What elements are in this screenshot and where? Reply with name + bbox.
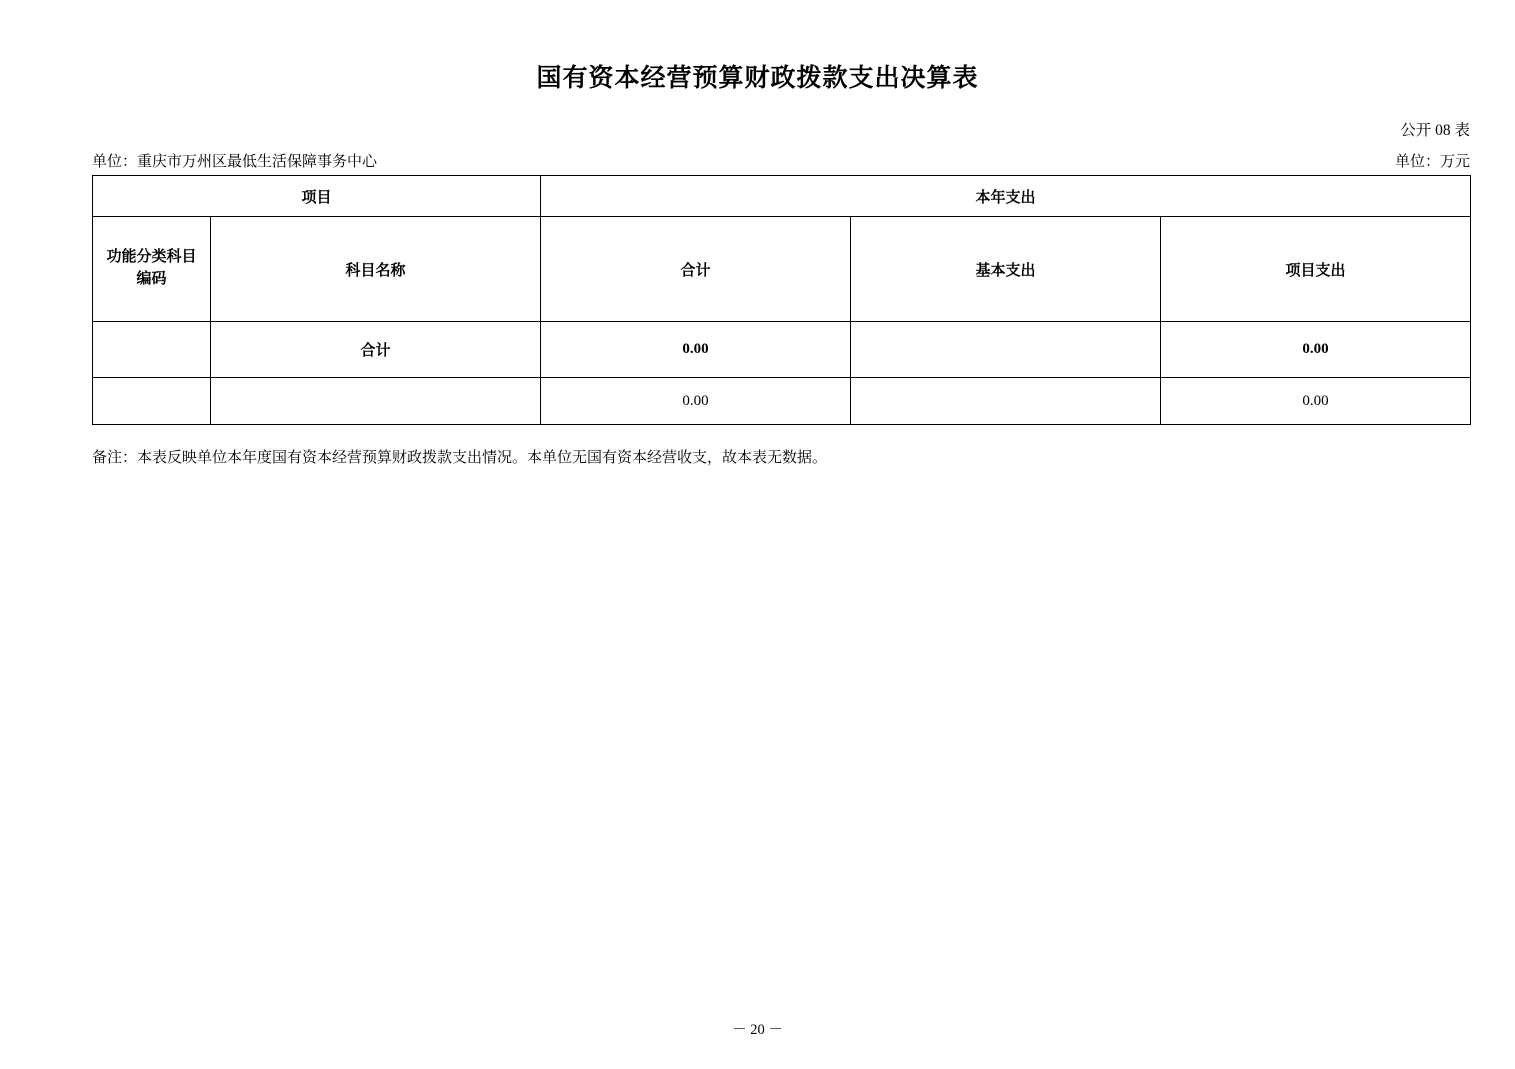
cell-basic-expenditure: [851, 378, 1161, 425]
unit-name-label: 单位：重庆市万州区最低生活保障事务中心: [92, 154, 378, 170]
table-row: [93, 378, 1471, 425]
header-project-expenditure: 项目支出: [1161, 217, 1471, 322]
table-header-row: [93, 217, 1471, 322]
table-remark: 备注：本表反映单位本年度国有资本经营预算财政拨款支出情况。本单位无国有资本经营收支，故本表无数据。: [92, 450, 828, 466]
header-basic-expenditure: 基本支出: [851, 217, 1161, 322]
header-function-code: [93, 217, 211, 322]
page-title: 国有资本经营预算财政拨款支出决算表: [536, 65, 979, 92]
form-code-label: 公开 08 表: [1400, 122, 1470, 139]
page-number: － 20 －: [732, 1022, 783, 1038]
header-subject-name: 科目名称: [211, 217, 541, 322]
budget-expenditure-table: [92, 175, 1471, 425]
cell-function-code: [93, 378, 211, 425]
cell-project-expenditure: 0.00: [1161, 322, 1471, 378]
header-total: 合计: [541, 217, 851, 322]
header-function-code-line1: 功能分类科目: [106, 249, 197, 266]
header-project-group: 项目: [93, 176, 541, 217]
cell-basic-expenditure: [851, 322, 1161, 378]
header-function-code-line2: 编码: [136, 271, 167, 287]
cell-total: 0.00: [541, 378, 851, 425]
cell-project-expenditure: 0.00: [1161, 378, 1471, 425]
cell-total: 0.00: [541, 322, 851, 378]
cell-function-code: [93, 322, 211, 378]
amount-unit-label: 单位：万元: [1394, 154, 1470, 170]
cell-subject-name: [211, 378, 541, 425]
header-current-year-group: 本年支出: [541, 176, 1471, 217]
table-header-group-row: [93, 176, 1471, 217]
table-row: [93, 322, 1471, 378]
cell-subject-name: 合计: [211, 322, 541, 378]
